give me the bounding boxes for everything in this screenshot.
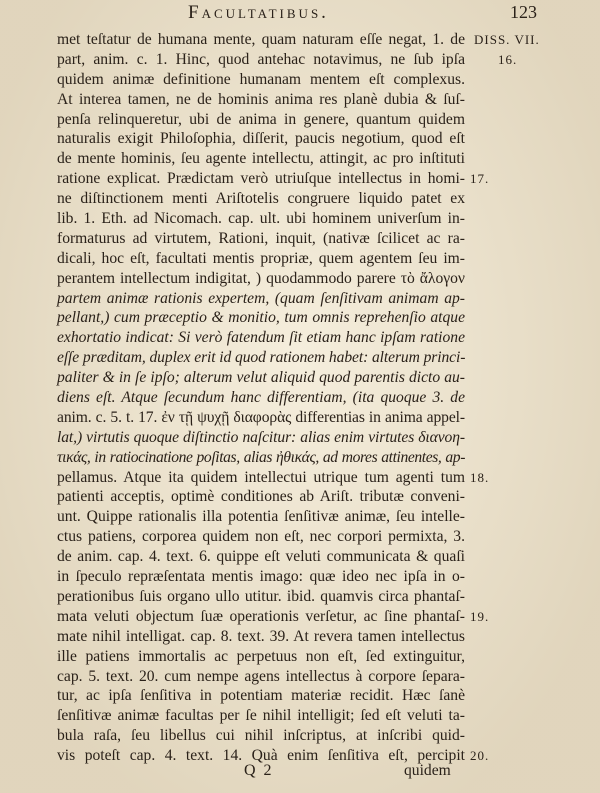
margin-note: 18. [470, 469, 490, 485]
text-line: unt. Quippe rationalis illa potentia ſenſitivæ animæ, ſeu intelle- [57, 508, 465, 526]
text-line: τικάς, in ratiocinatione poſitas, alias ἠθικάς, ad mores attinentes, ap- [57, 448, 465, 466]
text-line: At interea tamen, ne de hominis anima res planè dubia & ſuſ- [57, 90, 465, 108]
text-line: perantem intellectum indigitat, ) quodammodo parere τὸ ἄλογον [57, 269, 465, 287]
text-line: ne diſtinctionem menti Ariſtotelis congruere liquido patet ex [57, 190, 465, 208]
text-line: cap. 5. text. 20. cum nempe agens intellectus à corpore ſepara- [57, 667, 465, 685]
text-line: pellant,) cum præceptio & monitio, tum omnis reprehenſio atque [57, 309, 465, 327]
text-line: exhortatio indicat: Si verò fatendum ſit etiam hanc ipſam ratione [57, 329, 465, 347]
text-line: de mente hominis, ſeu agente intellectu, attingit, ac pro inſtituti [57, 150, 465, 168]
text-line: de anim. cap. 4. text. 6. quippe eſt veluti communicata & quaſi [57, 548, 465, 566]
text-line: ſenſitivæ animæ facultas per ſe nihil intelligit; ſed eſt veluti ta- [57, 707, 465, 725]
margin-note: 20. [470, 748, 490, 764]
catchword: quidem [404, 762, 451, 779]
text-line: in ſpeculo repræſentata mentis imago: quæ ideo nec ipſa in o- [57, 568, 465, 586]
signature-mark: Q 2 [244, 762, 274, 779]
text-line: ratione explicat. Prædictam verò utriuſque intellectus in homi- [57, 170, 465, 188]
text-line: penſa relinqueretur, ubi de anima in genere, quantum quidem [57, 110, 465, 128]
margin-note: 16. [498, 51, 518, 67]
text-line: lat,) virtutis quoque diſtinctio naſcitur: alias enim virtutes διανοη- [57, 428, 465, 446]
text-line: met teſtatur de humana mente, quam naturam eſſe negat, 1. de [57, 31, 465, 48]
body-text [57, 30, 465, 766]
margin-note: 19. [470, 609, 490, 625]
text-line: anim. c. 5. t. 17. ἐν τῇ ψυχῇ διαφορὰς differentias in anima appel- [57, 408, 465, 426]
text-line: part, anim. c. 1. Hinc, quod antehac notavimus, ne ſub ipſa [57, 50, 465, 68]
text-line: dicali, hoc eſt, facultati mentis propriæ, quem agentem ſeu im- [57, 249, 465, 267]
text-line: tur, ac ipſa ſenſitiva in potentiam materiæ recidit. Hæc ſanè [57, 687, 465, 705]
text-line: eſſe præditam, duplex erit id quod rationem habet: alterum princi- [57, 349, 466, 367]
text-line: vis poteſt cap. 4. text. 14. Quà enim ſenſitiva eſt, percipit [57, 747, 465, 765]
text-line: formaturus ad virtutem, Rationi, inquit, (nativæ ſcilicet ac ra- [57, 229, 465, 247]
text-line: bula raſa, ſeu libellus cui nihil inſcriptus, at inſcribi quid- [57, 727, 465, 745]
text-line: perationibus ſuis organo ullo utitur. ibid. quamvis circa phantaſ- [57, 587, 465, 605]
text-line: partem animæ rationis expertem, (quam ſenſitivam animam ap- [57, 289, 465, 307]
text-line: quidem animæ definitione humanam mentem eſt complexus. [57, 70, 465, 88]
page-footer [0, 762, 600, 784]
text-line: lib. 1. Eth. ad Nicomach. cap. ult. ubi hominem univerſum in- [57, 210, 465, 228]
text-line: mate nihil intelligat. cap. 8. text. 39. At revera tamen intellectus [57, 627, 465, 645]
text-line: patienti acceptis, optimè conditiones ab Ariſt. tributæ conveni- [57, 488, 465, 506]
text-line: mata veluti objectum ſuæ operationis verſetur, ac ſine phantaſ- [57, 607, 465, 625]
running-head: Facultatibus. [188, 2, 329, 23]
margin-note: 17. [470, 171, 490, 187]
text-line: naturalis exigit Philoſophia, diſſerit, paucis negotium, quod eſt [57, 130, 465, 148]
margin-note: DISS. VII. [474, 32, 540, 47]
text-line: paliter & in ſe ipſo; alterum velut aliquid quod parentis dicto au- [57, 369, 465, 387]
page-header [0, 2, 600, 28]
text-line: diens eſt. Atque ſecundum hanc differentiam, (ita quoque 3. de [57, 389, 465, 407]
page-number: 123 [510, 2, 537, 22]
text-line: ctus patiens, corporea quidem non eſt, nec corpori permixta, 3. [57, 528, 465, 546]
text-line: ille patiens immortalis ac perpetuus non eſt, ſed extinguitur, [57, 647, 465, 665]
text-line: pellamus. Atque ita quidem intellectui utrique tum agenti tum [57, 468, 465, 486]
